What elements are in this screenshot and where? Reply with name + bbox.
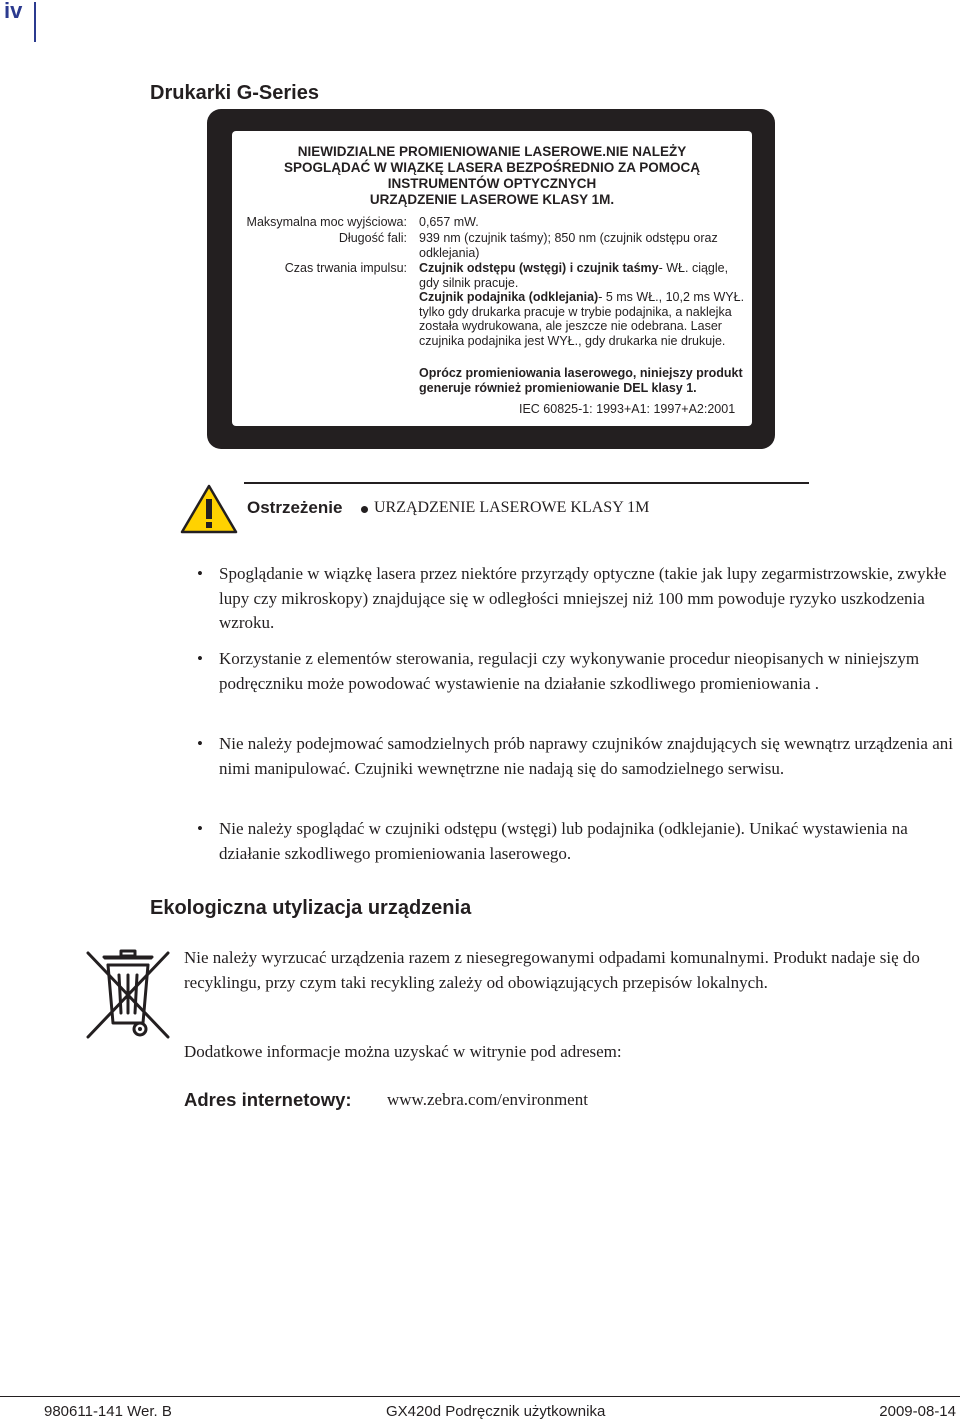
disposal-paragraph: Nie należy wyrzucać urządzenia razem z niesegregowanymi odpadami komunalnymi. Produkt nadaje się do recyklingu, przy czym taki recykling zależy od obowiązujących przepisów lokalnych.	[184, 948, 920, 992]
laser-label-headline	[232, 144, 752, 208]
laser-label-headline-line: INSTRUMENTÓW OPTYCZNYCH	[387, 176, 597, 191]
more-info-paragraph: Dodatkowe informacje można uzyskać w witrynie pod adresem:	[184, 1042, 622, 1061]
page-number-rule	[34, 2, 36, 42]
max-power-value: 0,657 mW.	[419, 215, 479, 229]
warning-separator-dot	[361, 506, 368, 513]
web-address-label: Adres internetowy:	[184, 1089, 352, 1110]
section-title-g-series: Drukarki G-Series	[150, 82, 319, 104]
pulse-sensor2-name: Czujnik podajnika (odklejania)	[419, 290, 599, 304]
footer-rule	[0, 1396, 960, 1397]
list-item: Korzystanie z elementów sterowania, regulacji czy wykonywanie procedur nieopisanych w niniejszym podręczniku może powodować wystawienie na działanie szkodliwego promieniowania .	[219, 649, 920, 693]
iec-standard: IEC 60825-1: 1993+A1: 1997+A2:2001	[519, 402, 736, 416]
list-item-bullet: •	[197, 564, 203, 583]
list-item: Nie należy podejmować samodzielnych prób naprawy czujników znajdujących się wewnątrz urządzenia ani nimi manipulować. Czujniki wewnętrzne nie nadają się do samodzielnego serwisu.	[219, 734, 953, 778]
pulse-sensor2-text: - 5 ms WŁ., 10,2 ms WYŁ. tylko gdy drukarka pracuje w trybie podajnika, a naklejka została wydrukowana, ale jeszcze nie odebrana. Laser czujnika podajnika jest WYŁ., gdy drukarka nie drukuje.	[419, 290, 745, 348]
laser-label-headline-line: SPOGLĄDAĆ W WIĄZKĘ LASERA BEZPOŚREDNIO ZA POMOCĄ	[283, 160, 700, 175]
warning-rule	[244, 482, 809, 484]
footer-date: 2009-08-14	[879, 1403, 956, 1420]
footer-manual-title: GX420d Podręcznik użytkownika	[386, 1403, 606, 1420]
list-item-bullet: •	[197, 734, 203, 753]
wavelength-value: 939 nm (czujnik taśmy); 850 nm (czujnik odstępu oraz odklejania)	[419, 231, 718, 260]
max-power-label: Maksymalna moc wyjściowa:	[246, 215, 407, 229]
warning-subtitle: URZĄDZENIE LASEROWE KLASY 1M	[374, 499, 650, 516]
pulse-duration-label: Czas trwania impulsu:	[284, 261, 407, 275]
pulse-duration-value	[419, 261, 749, 348]
pulse-sensor1-text: - WŁ. ciągle, gdy silnik pracuje.	[419, 261, 729, 290]
web-address-link[interactable]: www.zebra.com/environment	[387, 1090, 588, 1109]
warning-triangle-icon	[180, 484, 238, 534]
page-number: iv	[4, 0, 23, 23]
list-item-bullet: •	[197, 819, 203, 838]
list-item: Nie należy spoglądać w czujniki odstępu (wstęgi) lub podajnika (odklejanie). Unikać wystawienia na działanie szkodliwego promieniowania laserowego.	[219, 819, 908, 863]
section-title-eco-disposal: Ekologiczna utylizacja urządzenia	[150, 897, 472, 919]
led-radiation-note: Oprócz promieniowania laserowego, niniejszy produkt generuje również promieniowanie DEL klasy 1.	[419, 366, 743, 395]
crossed-out-wheelie-bin-icon	[82, 945, 172, 1045]
list-item: Spoglądanie w wiązkę lasera przez niektóre przyrządy optyczne (takie jak lupy zegarmistrzowskie, zwykłe lupy czy mikroskopy) znajdujące się w odległości mniejszej niż 100 mm powoduje ryzyko uszkodzenia wzroku.	[219, 564, 947, 632]
laser-label-headline-line: URZĄDZENIE LASEROWE KLASY 1M.	[369, 192, 615, 207]
footer-doc-id: 980611-141 Wer. B	[44, 1403, 172, 1420]
warning-title: Ostrzeżenie	[247, 498, 343, 517]
list-item-bullet: •	[197, 649, 203, 668]
pulse-sensor1-name: Czujnik odstępu (wstęgi) i czujnik taśmy	[419, 261, 659, 275]
laser-label-headline-line: NIEWIDZIALNE PROMIENIOWANIE LASEROWE.NIE NALEŻY	[297, 144, 687, 159]
wavelength-label: Długość fali:	[338, 231, 407, 245]
